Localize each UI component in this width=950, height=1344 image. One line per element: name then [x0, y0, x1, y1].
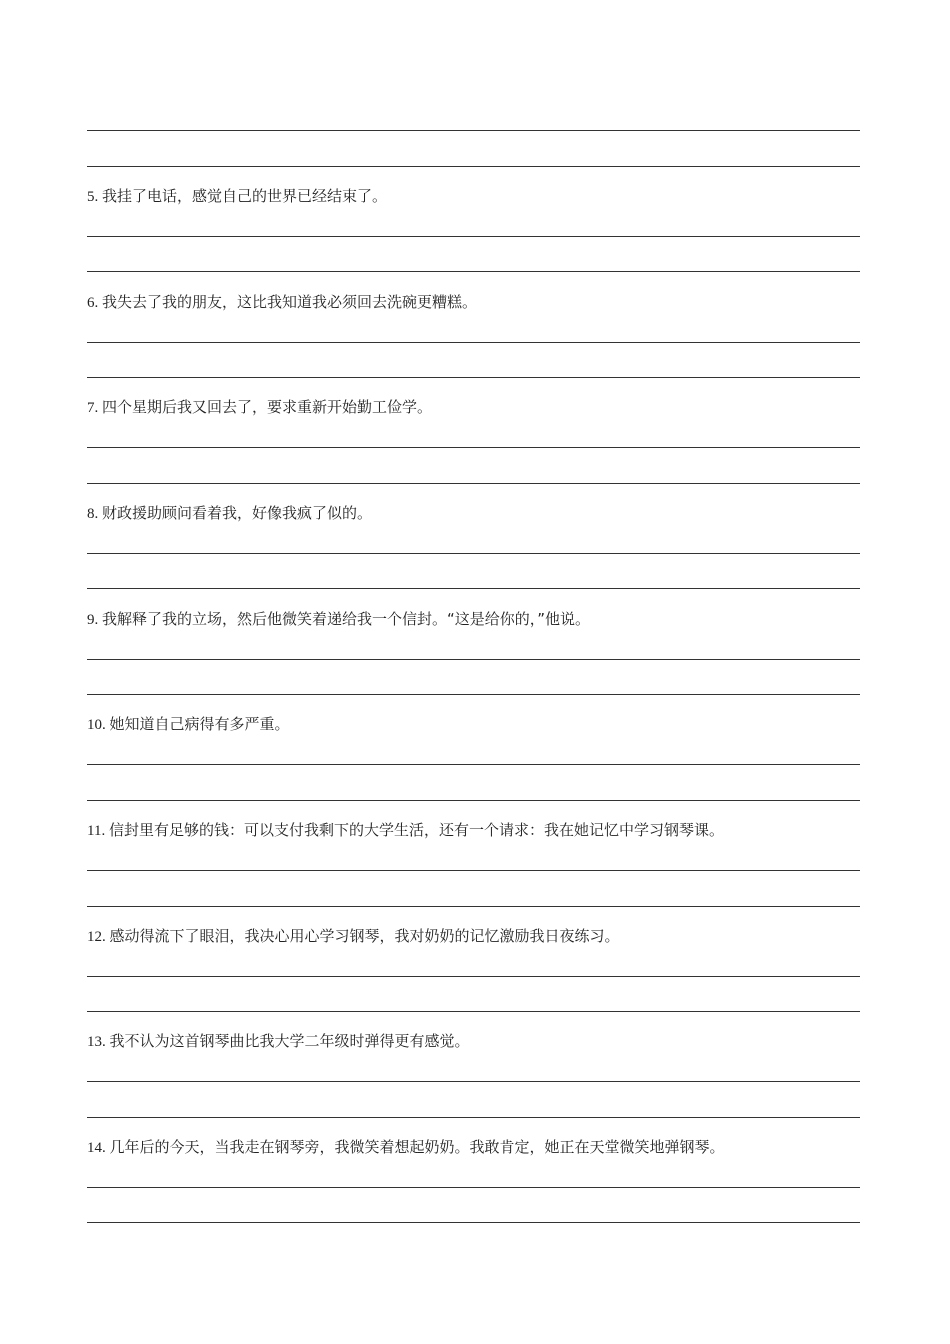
sentence-item-9	[87, 609, 860, 630]
answer-line	[87, 377, 860, 378]
answer-line	[87, 271, 860, 272]
answer-line	[87, 976, 860, 977]
item-number: 13.	[87, 1034, 106, 1050]
answer-line	[87, 1117, 860, 1118]
item-text: 我挂了电话，感觉自己的世界已经结束了。	[102, 187, 388, 205]
answer-line	[87, 588, 860, 589]
item-text: 四个星期后我又回去了，要求重新开始勤工俭学。	[102, 398, 433, 416]
item-number: 6.	[87, 295, 99, 311]
answer-line	[87, 447, 860, 448]
answer-line	[87, 1081, 860, 1082]
item-text: 我不认为这首钢琴曲比我大学二年级时弹得更有感觉。	[109, 1032, 470, 1050]
item-number: 8.	[87, 506, 99, 522]
sentence-item-10	[87, 714, 860, 735]
item-number: 12.	[87, 929, 106, 945]
answer-line	[87, 236, 860, 237]
answer-line	[87, 1011, 860, 1012]
item-text: 我失去了我的朋友，这比我知道我必须回去洗碗更糟糕。	[102, 293, 478, 311]
answer-line	[87, 1222, 860, 1223]
answer-line	[87, 1187, 860, 1188]
item-text: 感动得流下了眼泪，我决心用心学习钢琴，我对奶奶的记忆激励我日夜练习。	[109, 927, 620, 945]
answer-line	[87, 166, 860, 167]
sentence-item-5	[87, 186, 860, 207]
sentence-item-8	[87, 503, 860, 524]
answer-line	[87, 553, 860, 554]
item-number: 10.	[87, 717, 106, 733]
answer-line	[87, 659, 860, 660]
sentence-item-12	[87, 926, 860, 947]
item-number: 14.	[87, 1140, 106, 1156]
item-text: 她知道自己病得有多严重。	[109, 715, 290, 733]
answer-line	[87, 906, 860, 907]
item-text: 几年后的今天，当我走在钢琴旁，我微笑着想起奶奶。我敢肯定，她正在天堂微笑地弹钢琴。	[109, 1138, 725, 1156]
answer-line	[87, 342, 860, 343]
item-text: 财政援助顾问看着我，好像我疯了似的。	[102, 504, 373, 522]
answer-line	[87, 130, 860, 131]
item-number: 5.	[87, 189, 99, 205]
item-number: 9.	[87, 612, 99, 628]
answer-line	[87, 870, 860, 871]
item-number: 11.	[87, 823, 106, 839]
answer-line	[87, 764, 860, 765]
answer-line	[87, 483, 860, 484]
item-number: 7.	[87, 400, 99, 416]
sentence-item-7	[87, 397, 860, 418]
sentence-item-13	[87, 1031, 860, 1052]
answer-line	[87, 694, 860, 695]
item-text: 信封里有足够的钱：可以支付我剩下的大学生活，还有一个请求：我在她记忆中学习钢琴课。	[108, 821, 724, 839]
sentence-item-14	[87, 1137, 860, 1158]
sentence-item-11	[87, 820, 860, 841]
sentence-item-6	[87, 292, 860, 313]
item-text: 我解释了我的立场，然后他微笑着递给我一个信封。“这是给你的，”他说。	[102, 610, 591, 628]
answer-line	[87, 800, 860, 801]
